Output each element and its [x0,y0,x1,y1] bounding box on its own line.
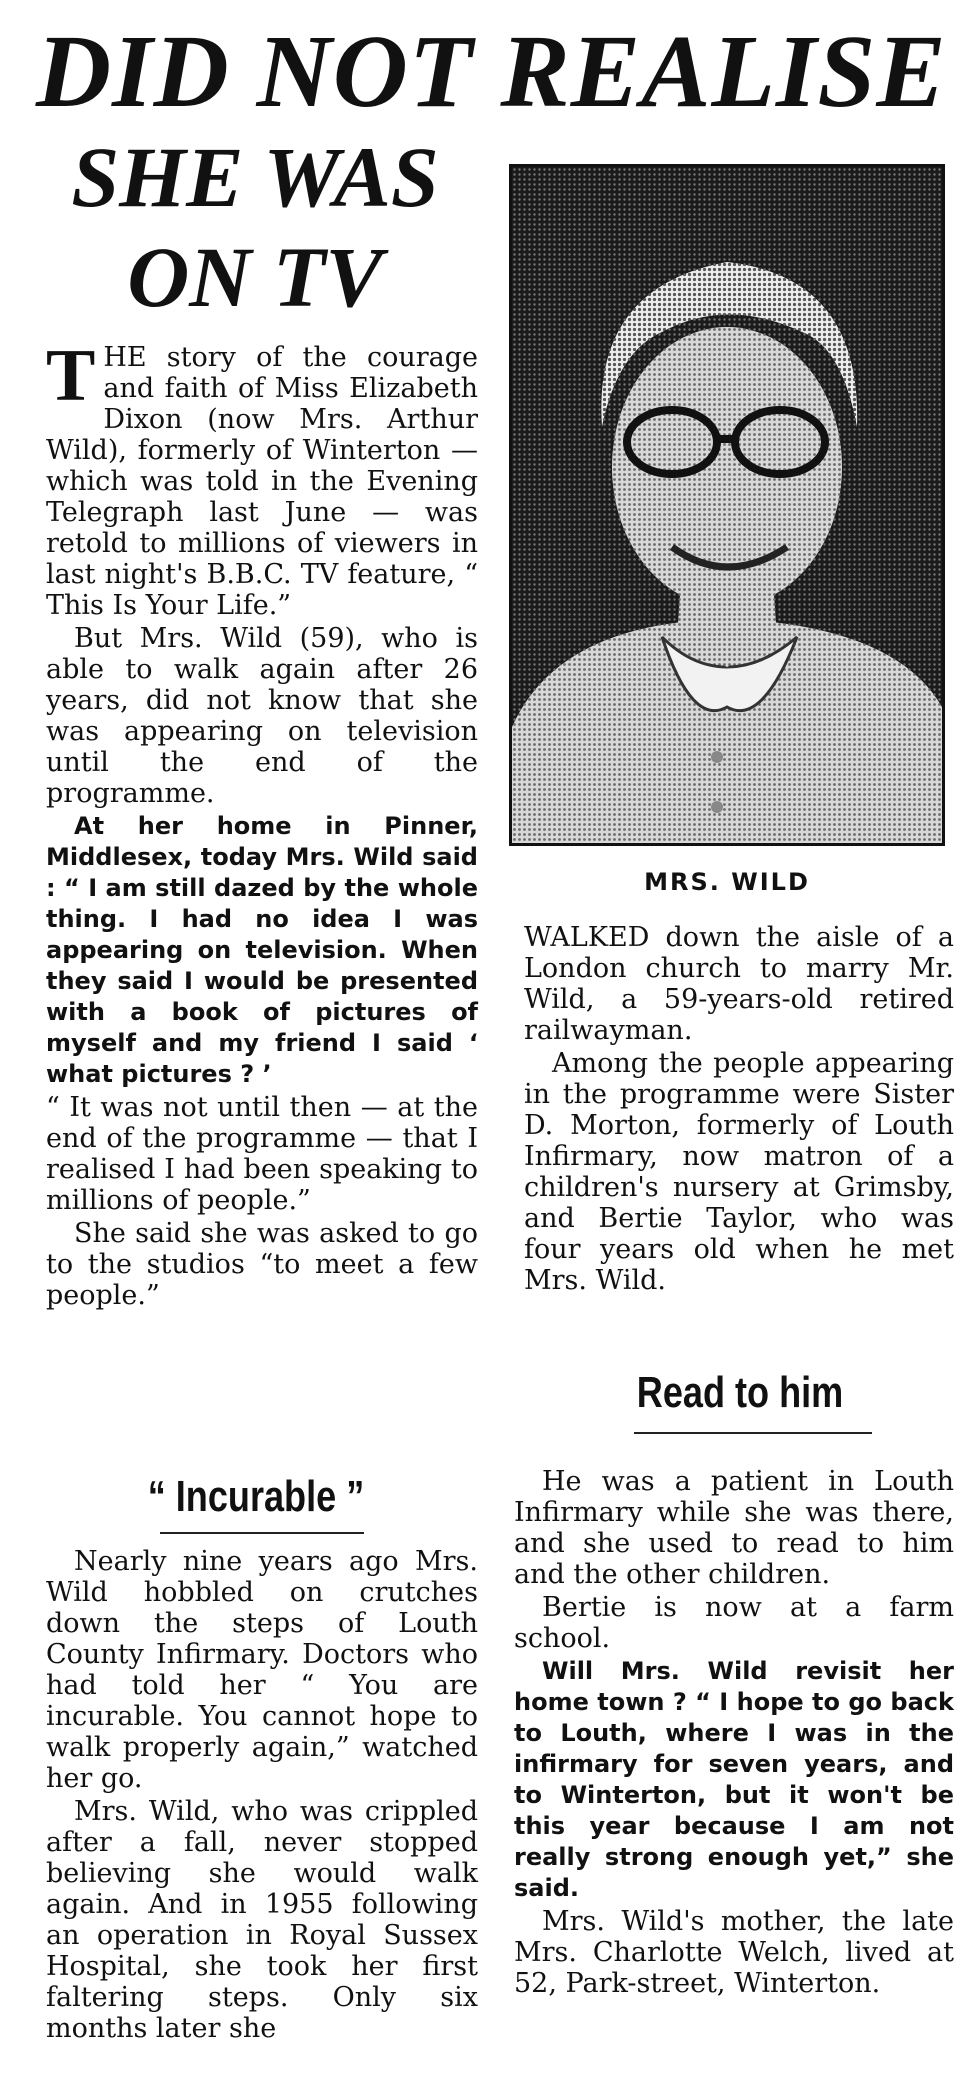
paragraph-11: Bertie is now at a farm school. [514,1592,954,1654]
headline: DID NOT REALISE [36,14,947,129]
drop-cap: T [46,335,96,417]
paragraph-13: Mrs. Wild's mother, the late Mrs. Charlotte Welch, lived at 52, Park-street, Winterton. [514,1906,954,1999]
paragraph-10: He was a patient in Louth Infirmary while she was there, and she used to read to him and the other children. [514,1466,954,1590]
paragraph-8: WALKED down the aisle of a London church to marry Mr. Wild, a 59-years-old retired railwayman. [524,922,954,1046]
portrait-image [512,167,942,843]
left-column-lower [46,1546,478,2046]
section-title-incurable: “ Incurable ” [147,1472,365,1521]
right-column-upper [524,922,954,1298]
paragraph-2: But Mrs. Wild (59), who is able to walk again after 26 years, did not know that she was appearing on television until the end of the programme. [46,623,478,809]
lead-paragraph [46,335,478,621]
lead-paragraph-text: HE story of the courage and faith of Miss Elizabeth Dixon (now Mrs. Arthur Wild), formerly of Winterton — which was told in the Evening Telegraph last June — was retold to millions of viewers in last night's B.B.C. TV feature, “ This Is Your Life.” [46,342,478,621]
section-rule-incurable [160,1532,364,1534]
paragraph-3-quote: At her home in Pinner, Middlesex, today Mrs. Wild said : “ I am still dazed by the whole thing. I had no idea I was appearing on television. When they said I would be presented with a book of pictures of myself and my friend I said ‘ what pictures ? ’ [46,812,478,1088]
subheadline-line-2: ON TV [127,229,383,325]
section-title-read-to-him: Read to him [636,1368,844,1417]
left-column-upper [46,335,478,1313]
paragraph-4-quote: “ It was not until then — at the end of the programme — that I realised I had been speaking to millions of people.” [46,1092,478,1216]
section-rule-read-to-him [634,1432,872,1434]
paragraph-6: Nearly nine years ago Mrs. Wild hobbled on crutches down the steps of Louth County Infirmary. Doctors who had told her “ You are incurable. You cannot hope to walk properly again,” watched her go. [46,1546,478,1794]
paragraph-12-quote: Will Mrs. Wild revisit her home town ? “ I hope to go back to Louth, where I was in the infirmary for seven years, and to Winterton, but it won't be this year because I am not really strong enough yet,” she said. [514,1657,954,1902]
paragraph-9: Among the people appearing in the programme were Sister D. Morton, formerly of Louth Infirmary, now matron of a children's nursery at Grimsby, and Bertie Taylor, who was four years old when he met Mrs. Wild. [524,1048,954,1296]
portrait-photo [509,164,945,846]
photo-caption: MRS. WILD [644,868,810,896]
paragraph-5: She said she was asked to go to the studios “to meet a few people.” [46,1218,478,1311]
paragraph-7: Mrs. Wild, who was crippled after a fall, never stopped believing she would walk again. And in 1955 following an operation in Royal Sussex Hospital, she took her first faltering steps. Only six months later she [46,1796,478,2044]
right-column-lower [514,1466,954,2001]
subheadline-line-1: SHE WAS [71,129,439,225]
